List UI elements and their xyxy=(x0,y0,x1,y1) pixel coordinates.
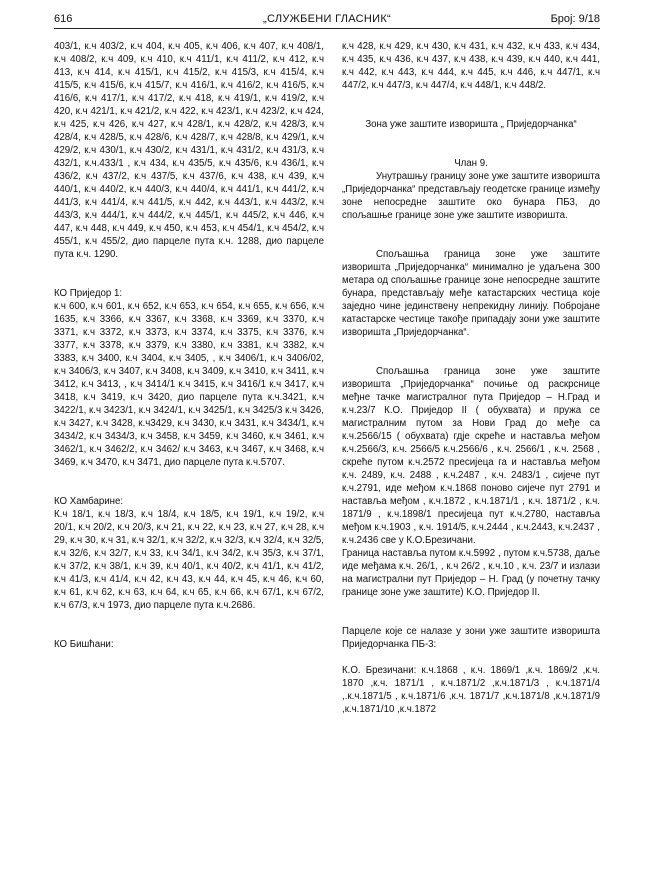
inner-boundary-paragraph: Унутрашњу границу зоне уже заштите изворишта „Приједорчанка“ представљају геодетске границе између зоне непосредне заштите око бунара ПБ3, до спољашње границе зоне уже заштите изворишта. xyxy=(342,171,601,221)
boundary-continuation-paragraph: Граница наставља путом к.ч.5992 , путом к.ч.5738, даље иде међама к.ч. 26/1, , к.ч 26/2 , к.ч.10 , к.ч. 23/7 и излази на магистрални пут Приједор – Н. Град (у почетну тачку границе зоне уже заштите) К.О. Приједор II. xyxy=(342,548,600,598)
ko-prijedor-parcels: к.ч 600, к.ч 601, к.ч 652, к.ч 653, к.ч 654, к.ч 655, к.ч 656, к.ч 1635, к.ч 3366, к.ч 3367, к.ч 3368, к.ч 3369, к.ч 3370, к.ч 3371, к.ч 3372, к.ч 3373, к.ч 3374, к.ч 3375, к.ч 3376, к.ч 3377, к.ч 3378, к.ч 3379, к.ч 3380, к.ч 3381, к.ч 3382, к.ч 3383, к.ч 3400, к.ч 3404, к.ч 3405, , к.ч 3406/1, к.ч 3406/02, к.ч 3406/3, к.ч 3407, к.ч 3408, к.ч 3409, к.ч 3410, к.ч 3411, к.ч 3412, к.ч 3413, , к.ч 3414/1 к.ч 3415, к.ч 3416/1 к.ч 3417, к.ч 3418, к.ч 3419, к.ч 3420, дио парцеле пута к.ч.3421, к.ч 3422/1, к.ч 3423/1, к.ч 3424/1, к.ч 3425/1, к.ч 3425/3 к.ч 3426, к.ч 3427, к.ч 3428, к.ч3429, к.ч 3430, к.ч 3431, к.ч 3434/1, к.ч 3434/2, к.ч 3434/3, к.ч 3458, к.ч 3459, к.ч 3460, к.ч 3461, к.ч 3462/1, к.ч 3462/2, к.ч 3462/ к.ч 3463, к.ч 3467, к.ч 3468, к.ч 3469, к.ч 3470, к.ч 3471, дио парцеле пута к.ч.5707. xyxy=(54,301,324,468)
parcel-list-continued-right: к.ч 428, к.ч 429, к.ч 430, к.ч 431, к.ч 432, к.ч 433, к.ч 434, к.ч 435, к.ч 436, к.ч 437, к.ч 438, к.ч 439, к.ч 440, к.ч 441, к.ч 442, к.ч 443, к.ч 444, к.ч 445, к.ч 446, к.ч 447/1, к.ч 447/2, к.ч 447/3, к.ч 447/4, к.ч 448/1, к.ч 448/2. xyxy=(342,41,600,91)
parcel-list-continued: 403/1, к.ч 403/2, к.ч 404, к.ч 405, к.ч 406, к.ч 407, к.ч 408/1, к.ч 408/2, к.ч 409, к.ч 410, к.ч 411/1, к.ч 411/2, к.ч 412, к.ч 413, к.ч 414, к.ч 415/1, к.ч 415/2, к.ч 415/3, к.ч 415/4, к.ч 415/5, к.ч 415/6, к.ч 415/7, к.ч 416/1, к.ч 416/2, к.ч 416/5, к.ч 416/6, к.ч 417/1, к.ч 417/2, к.ч 418, к.ч 419/1, к.ч 419/2, к.ч 420, к.ч 421/1, к.ч 421/2, к.ч 422, к.ч 423/1, к.ч 423/2, к.ч 424, к.ч 425, к.ч 426, к.ч 427, к.ч 428/1, к.ч 428/2, к.ч 428/3, к.ч 428/4, к.ч 428/5, к.ч 428/6, к.ч 428/7, к.ч 428/8, к.ч 429/1, к.ч 429/2, к.ч 430/1, к.ч 430/2, к.ч 431/1, к.ч 431/2, к.ч 431/3, к.ч 432/1, к.ч.433/1 , к.ч 434, к.ч 435/5, к.ч 435/6, к.ч 436/1, к.ч 436/2, к.ч 437/2, к.ч 437/5, к.ч 437/6, к.ч 438, к.ч 439, к.ч 440/1, к.ч 440/2, к.ч 440/3, к.ч 440/4, к.ч 441/1, к.ч 441/2, к.ч 441/3, к.ч 441/4, к.ч 441/5, к.ч 442, к.ч 443/1, к.ч 443/2, к.ч 443/3, к.ч 444/1, к.ч 444/2, к.ч 445/1, к.ч 445/2, к.ч 446, к.ч 447, к.ч 448, к.ч 449, к.ч 450, к.ч 453, к.ч 454/1, к.ч 454/2, к.ч 455/1, к.ч 455/2, дио парцеле пута к.ч. 1288, дио парцеле пута к.ч. 1290. xyxy=(54,41,324,260)
ko-hambarine-parcels: К.ч 18/1, к.ч 18/3, к.ч 18/4, к.ч 18/5, к.ч 19/1, к.ч 19/2, к.ч 20/1, к.ч 20/2, к.ч 20/3, к.ч 21, к.ч 22, к.ч 23, к.ч 27, к.ч 28, к.ч 29, к.ч 30, к.ч 31, к.ч 32/1, к.ч 32/2, к.ч 32/3, к.ч 32/4, к.ч 32/5, к.ч 32/6, к.ч 32/7, к.ч 33, к.ч 34/1, к.ч 34/2, к.ч 35/3, к.ч 37/1, к.ч 37/2, к.ч 38/1, к.ч 39, к.ч 40/1, к.ч 40/2, к.ч 41/1, к.ч 41/2, к.ч 41/3, к.ч 41/4, к.ч 42, к.ч 43, к.ч 44, к.ч 45, к.ч 46, к.ч 60, к.ч 61, к.ч 62, к.ч 63, к.ч 64, к.ч 65, к.ч 66, к.ч 67/1, к.ч 67/2, к.ч 67/3, к.ч 1973, дио парцеле пута к.ч.2686. xyxy=(54,509,324,611)
ko-prijedor-heading: КО Приједор 1: xyxy=(54,288,123,299)
page-header xyxy=(54,10,600,29)
ko-hambarine-heading: КО Хамбарине: xyxy=(54,496,124,507)
zone-heading: Зона уже заштите изворишта „ Приједорчанка“ xyxy=(365,119,577,130)
issue-number: Број: 9/18 xyxy=(550,13,600,25)
parcels-intro-paragraph: Парцеле које се налазе у зони уже заштите изворишта Приједорчанка ПБ-3: xyxy=(342,626,600,650)
article-heading: Члан 9. xyxy=(454,158,488,169)
outer-boundary-paragraph: Спољашња граница зоне уже заштите изворишта „Приједорчанка“ минимално је удаљена 300 метара од спољашње границе зоне непосредне заштите бунара, представљају међе катастарских честица које заједно чине јединствену непрекидну линију. Побројане катастарске честице такође припадају зони уже заштите изворишта „Приједорчанка“. xyxy=(342,249,600,338)
boundary-description-paragraph: Спољашња граница зоне уже заштите изворишта „Приједорчанка“ почиње од раскрснице међне тачке магистралног пута Приједор – Н.Град и к.ч.23/7 К.О. Приједор II ( обухвата) и пружа се магистралним путом за Нови Град до међе са к.ч.2566/15 ( обухвата) гдје скреће и наставља међом к.ч.2566/3, к.ч. 2566/5 к.ч.2566/6 , к.ч. 2566/1 , к.ч. 2568 , скреће путом к.ч.2572 пресијеца га и наставља међом к.ч. 2489, к.ч. 2488 , к.ч.2487 , к.ч. 2483/1 , сијече пут к.ч.2791, иде међом к.ч.1868 поново сијече пут 2791 и наставља међом , к.ч.1872 , к.ч.1871/1 , к.ч. 1871/2 , к.ч. 1871/9 , к.ч.1898/1 пресијеца пут к.ч.2780, наставља међом к.ч.1903 , к.ч. 1914/5, к.ч.2444 , к.ч.2443, к.ч.2437 , к.ч.2436 све у К.О.Брезичани. xyxy=(342,366,600,546)
ko-bisnjani-heading: КО Бишћани: xyxy=(54,639,114,650)
gazette-title: „СЛУЖБЕНИ ГЛАСНИК“ xyxy=(263,13,391,25)
right-column xyxy=(342,40,600,716)
page-number: 616 xyxy=(54,13,73,25)
ko-brezicani-parcels: К.О. Брезичани: к.ч.1868 , к.ч. 1869/1 ,к.ч. 1869/2 ,к.ч. 1870 ,к.ч. 1871/1 , к.ч.1871/2 ,к.ч.1871/3 , к.ч.1871/4 ,.к.ч.1871/5 , к.ч.1871/6 ,к.ч. 1871/7 ,к.ч.1871/8 ,к.ч.1871/9 ,к.ч.1871/10 ,к.ч.1872 xyxy=(342,665,600,715)
left-column xyxy=(54,40,324,651)
